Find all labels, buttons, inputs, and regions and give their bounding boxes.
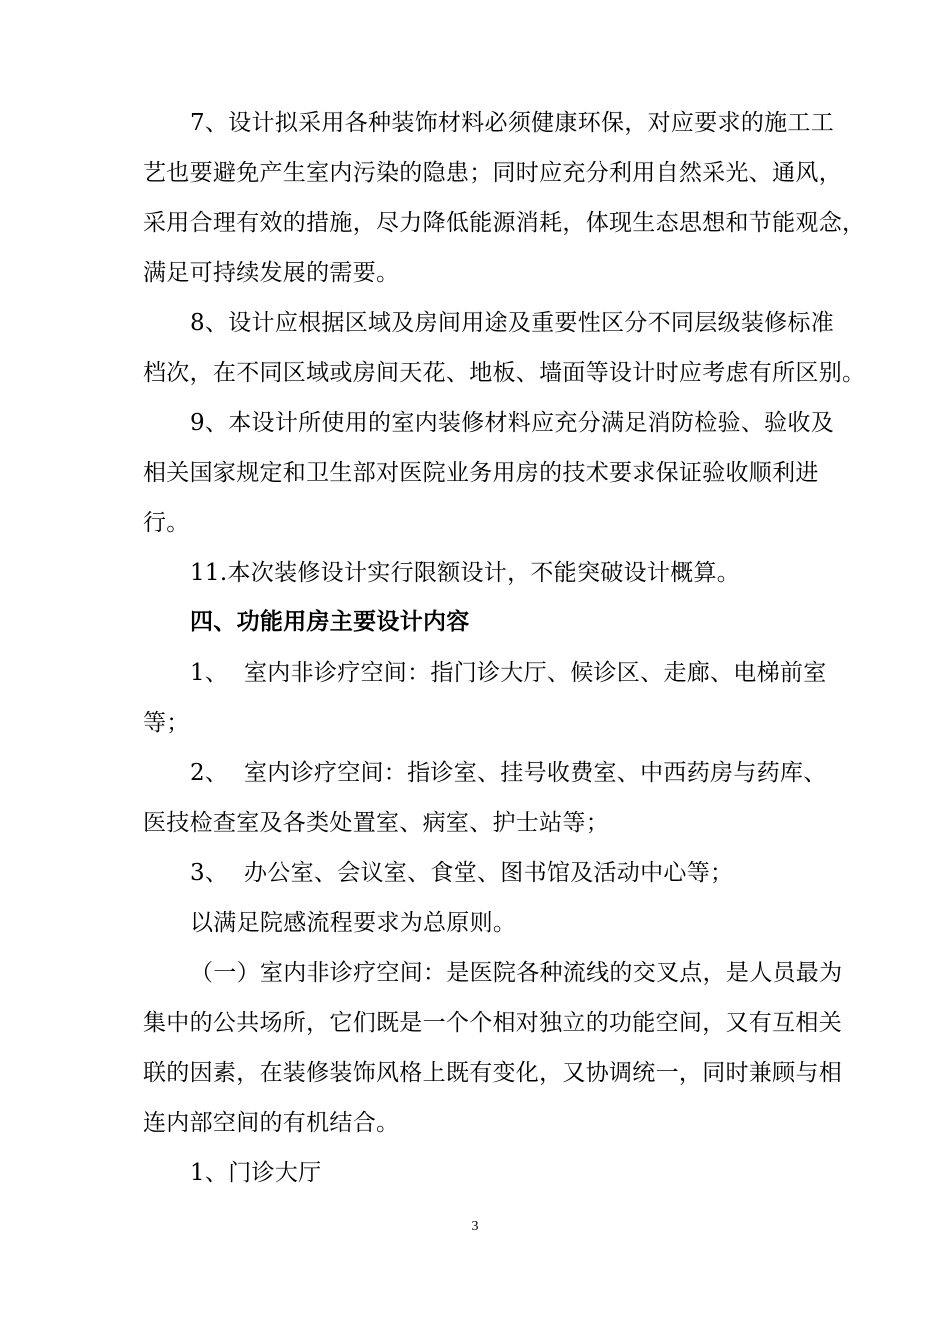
paragraph-9-line-1: 9、本设计所使用的室内装修材料应充分满足消防检验、验收及 (190, 410, 835, 436)
paragraph-7-line-4: 满足可持续发展的需要。 (143, 260, 400, 286)
list-item-1-line-1: 室内非诊疗空间：指门诊大厅、候诊区、走廊、电梯前室 (244, 660, 827, 686)
paragraph-8-line-2: 档次，在不同区域或房间天花、地板、墙面等设计时应考虑有所区别。 (143, 360, 866, 386)
subsection-1-line-2: 集中的公共场所，它们既是一个个相对独立的功能空间，又有互相关 (143, 1010, 842, 1036)
page-number: 3 (471, 1219, 479, 1234)
principle-line: 以满足院感流程要求为总原则。 (190, 910, 517, 936)
paragraph-9-line-2: 相关国家规定和卫生部对医院业务用房的技术要求保证验收顺利进 (143, 460, 819, 486)
subsection-1-line-4: 连内部空间的有机结合。 (143, 1110, 400, 1136)
list-item-1-number: 1、 (190, 660, 229, 686)
subsection-1-line-3: 联的因素，在装修装饰风格上既有变化，又协调统一，同时兼顾与相 (143, 1060, 842, 1086)
list-item-3-line-1: 办公室、会议室、食堂、图书馆及活动中心等； (244, 860, 734, 886)
paragraph-7-line-2: 艺也要避免产生室内污染的隐患；同时应充分利用自然采光、通风， (143, 160, 842, 186)
list-item-3-number: 3、 (190, 860, 229, 886)
paragraph-11-line-1: 11.本次装修设计实行限额设计，不能突破设计概算。 (190, 560, 741, 586)
paragraph-8-line-1: 8、设计应根据区域及房间用途及重要性区分不同层级装修标准 (190, 310, 835, 336)
list-item-2-number: 2、 (190, 760, 229, 786)
subsection-1-line-1: （一）室内非诊疗空间：是医院各种流线的交叉点，是人员最为 (190, 960, 843, 986)
paragraph-7-line-3: 采用合理有效的措施，尽力降低能源消耗，体现生态思想和节能观念， (143, 210, 866, 236)
section-heading: 四、功能用房主要设计内容 (190, 608, 470, 635)
paragraph-7-line-1: 7、设计拟采用各种装饰材料必须健康环保，对应要求的施工工 (190, 110, 835, 136)
list-item-1-line-2: 等； (143, 710, 190, 736)
outpatient-hall-heading: 1、门诊大厅 (190, 1160, 322, 1186)
list-item-2-line-2: 医技检查室及各类处置室、病室、护士站等； (143, 810, 609, 836)
paragraph-9-line-3: 行。 (143, 510, 190, 536)
list-item-2-line-1: 室内诊疗空间：指诊室、挂号收费室、中西药房与药库、 (244, 760, 827, 786)
